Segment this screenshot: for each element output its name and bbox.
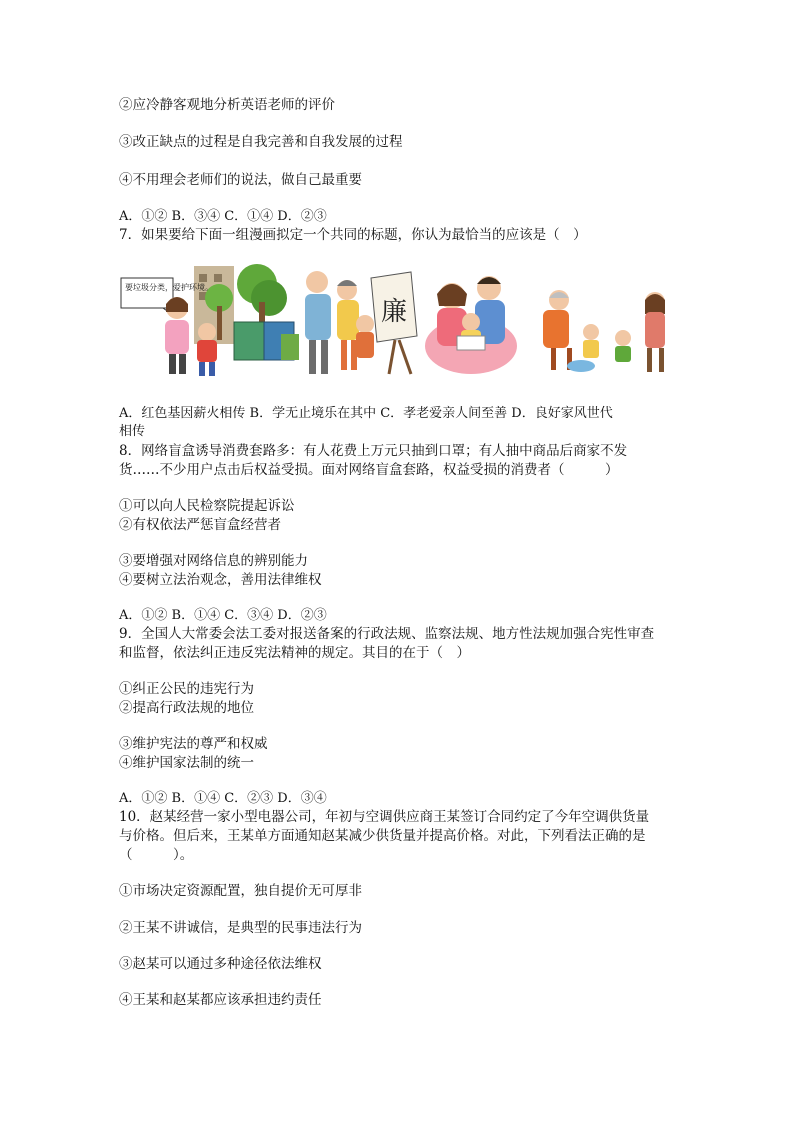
q10-option-3: ③赵某可以通过多种途径依法维权 xyxy=(119,956,322,972)
question-8-stem-line2: 货……不少用户点击后权益受损。面对网络盲盒套路，权益受损的消费者（ ） xyxy=(119,462,619,478)
q8-option-1: ①可以向人民检察院提起诉讼 xyxy=(119,498,295,514)
panel-calligraphy xyxy=(305,271,417,374)
question-10-stem-line3: （ ）。 xyxy=(119,847,194,863)
sign-text: 要垃圾分类，爱护环境。 xyxy=(125,283,213,292)
answer-choices: A．①② B．③④ C．①④ D．②③ xyxy=(119,209,327,224)
option-2: ②应冷静客观地分析英语老师的评价 xyxy=(119,97,335,113)
q7-answer-choices-line1: A．红色基因薪火相传 B．学无止境乐在其中 C．孝老爱亲人间至善 D．良好家风世代 xyxy=(119,406,613,421)
question-7-stem: 7．如果要给下面一组漫画拟定一个共同的标题，你认为最恰当的应该是（ ） xyxy=(119,227,587,243)
q8-option-4: ④要树立法治观念，善用法律维权 xyxy=(119,572,322,588)
question-8-stem-line1: 8．网络盲盒诱导消费套路多：有人花费上万元只抽到口罩；有人抽中商品后商家不发 xyxy=(119,443,628,459)
question-10-stem-line1: 10．赵某经营一家小型电器公司，年初与空调供应商王某签订合同约定了今年空调供货量 xyxy=(119,809,650,825)
q9-answer-choices: A．①② B．①④ C．②③ D．③④ xyxy=(119,791,327,806)
option-4: ④不用理会老师们的说法，做自己最重要 xyxy=(119,172,362,188)
q10-option-4: ④王某和赵某都应该承担违约责任 xyxy=(119,992,322,1008)
option-3: ③改正缺点的过程是自我完善和自我发展的过程 xyxy=(119,134,403,150)
q10-option-1: ①市场决定资源配置，独自提价无可厚非 xyxy=(119,883,362,899)
q9-option-4: ④维护国家法制的统一 xyxy=(119,755,254,771)
q8-option-2: ②有权依法严惩盲盒经营者 xyxy=(119,517,281,533)
panel-washing-feet xyxy=(543,290,665,372)
q9-option-3: ③维护宪法的尊严和权威 xyxy=(119,736,268,752)
q10-option-2: ②王某不讲诚信，是典型的民事违法行为 xyxy=(119,920,362,936)
question-9-stem-line2: 和监督，依法纠正违反宪法精神的规定。其目的在于（ ） xyxy=(119,645,470,661)
calligraphy-character: 廉 xyxy=(381,297,408,327)
question-7-comic-illustration xyxy=(119,262,667,380)
panel-family-reading xyxy=(425,276,517,374)
q9-option-1: ①纠正公民的违宪行为 xyxy=(119,681,254,697)
panel-garbage-sorting xyxy=(121,264,299,376)
q9-option-2: ②提高行政法规的地位 xyxy=(119,700,254,716)
q7-answer-choices-line2: 相传 xyxy=(119,424,146,439)
q8-option-3: ③要增强对网络信息的辨别能力 xyxy=(119,553,308,569)
question-9-stem-line1: 9．全国人大常委会法工委对报送备案的行政法规、监察法规、地方性法规加强合宪性审查 xyxy=(119,626,655,642)
question-10-stem-line2: 与价格。但后来，王某单方面通知赵某减少供货量并提高价格。对此，下列看法正确的是 xyxy=(119,828,646,844)
q8-answer-choices: A．①② B．①④ C．③④ D．②③ xyxy=(119,608,327,623)
